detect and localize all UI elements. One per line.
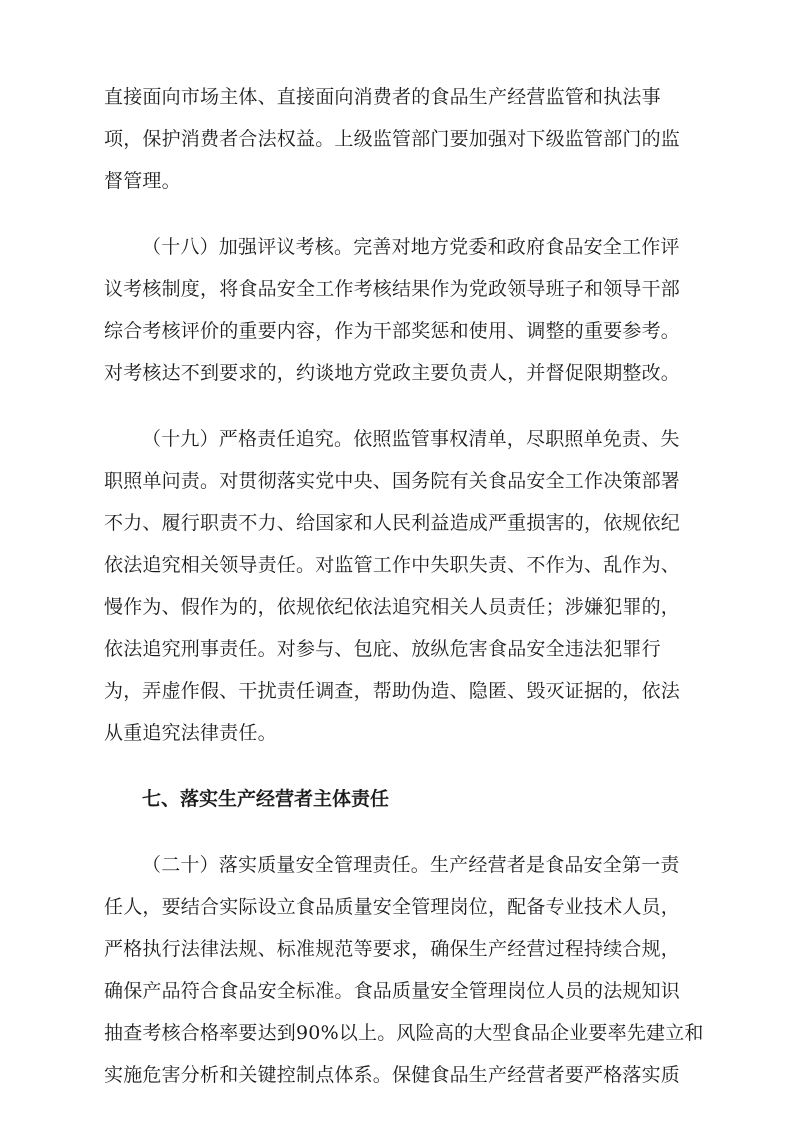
text-line: 从重追究法律责任。 — [104, 722, 277, 744]
text-line: 对考核达不到要求的，约谈地方党政主要负责人，并督促限期整改。 — [104, 362, 681, 384]
paragraph-20 — [104, 844, 704, 1096]
text-line: 实施危害分析和关键控制点体系。保健食品生产经营者要严格落实质 — [104, 1064, 681, 1086]
text-line: 议考核制度，将食品安全工作考核结果作为党政领导班子和领导干部 — [104, 278, 681, 300]
text-line: 综合考核评价的重要内容，作为干部奖惩和使用、调整的重要参考。 — [104, 320, 681, 342]
text-line: 任人，要结合实际设立食品质量安全管理岗位，配备专业技术人员， — [104, 896, 681, 918]
text-line: （十九）严格责任追究。依照监管事权清单，尽职照单免责、失 — [142, 428, 680, 450]
text-line: 慢作为、假作为的，依规依纪依法追究相关人员责任；涉嫌犯罪的， — [104, 596, 681, 618]
text-line: 项，保护消费者合法权益。上级监管部门要加强对下级监管部门的监 — [104, 128, 681, 150]
paragraph-18 — [104, 226, 696, 394]
paragraph-19 — [104, 418, 696, 754]
text-line: 职照单问责。对贯彻落实党中央、国务院有关食品安全工作决策部署 — [104, 470, 681, 492]
text-line: 确保产品符合食品安全标准。食品质量安全管理岗位人员的法规知识 — [104, 980, 681, 1002]
text-line: （二十）落实质量安全管理责任。生产经营者是食品安全第一责 — [142, 854, 680, 876]
text-line: 督管理。 — [104, 170, 181, 192]
text-line: 严格执行法律法规、标准规范等要求，确保生产经营过程持续合规， — [104, 938, 681, 960]
text-line: 依法追究相关领导责任。对监管工作中失职失责、不作为、乱作为、 — [104, 554, 681, 576]
section-heading: 七、落实生产经营者主体责任 — [142, 788, 390, 810]
paragraph-continuation — [104, 76, 696, 202]
text-line: 为，弄虚作假、干扰责任调查，帮助伪造、隐匿、毁灭证据的，依法 — [104, 680, 681, 702]
text-line: （十八）加强评议考核。完善对地方党委和政府食品安全工作评 — [142, 236, 680, 258]
text-line: 不力、履行职责不力、给国家和人民利益造成严重损害的，依规依纪 — [104, 512, 681, 534]
text-line: 抽查考核合格率要达到90%以上。风险高的大型食品企业要率先建立和 — [104, 1022, 704, 1044]
text-line: 直接面向市场主体、直接面向消费者的食品生产经营监管和执法事 — [104, 86, 661, 108]
text-line: 依法追究刑事责任。对参与、包庇、放纵危害食品安全违法犯罪行 — [104, 638, 661, 660]
document-body — [104, 76, 704, 1120]
